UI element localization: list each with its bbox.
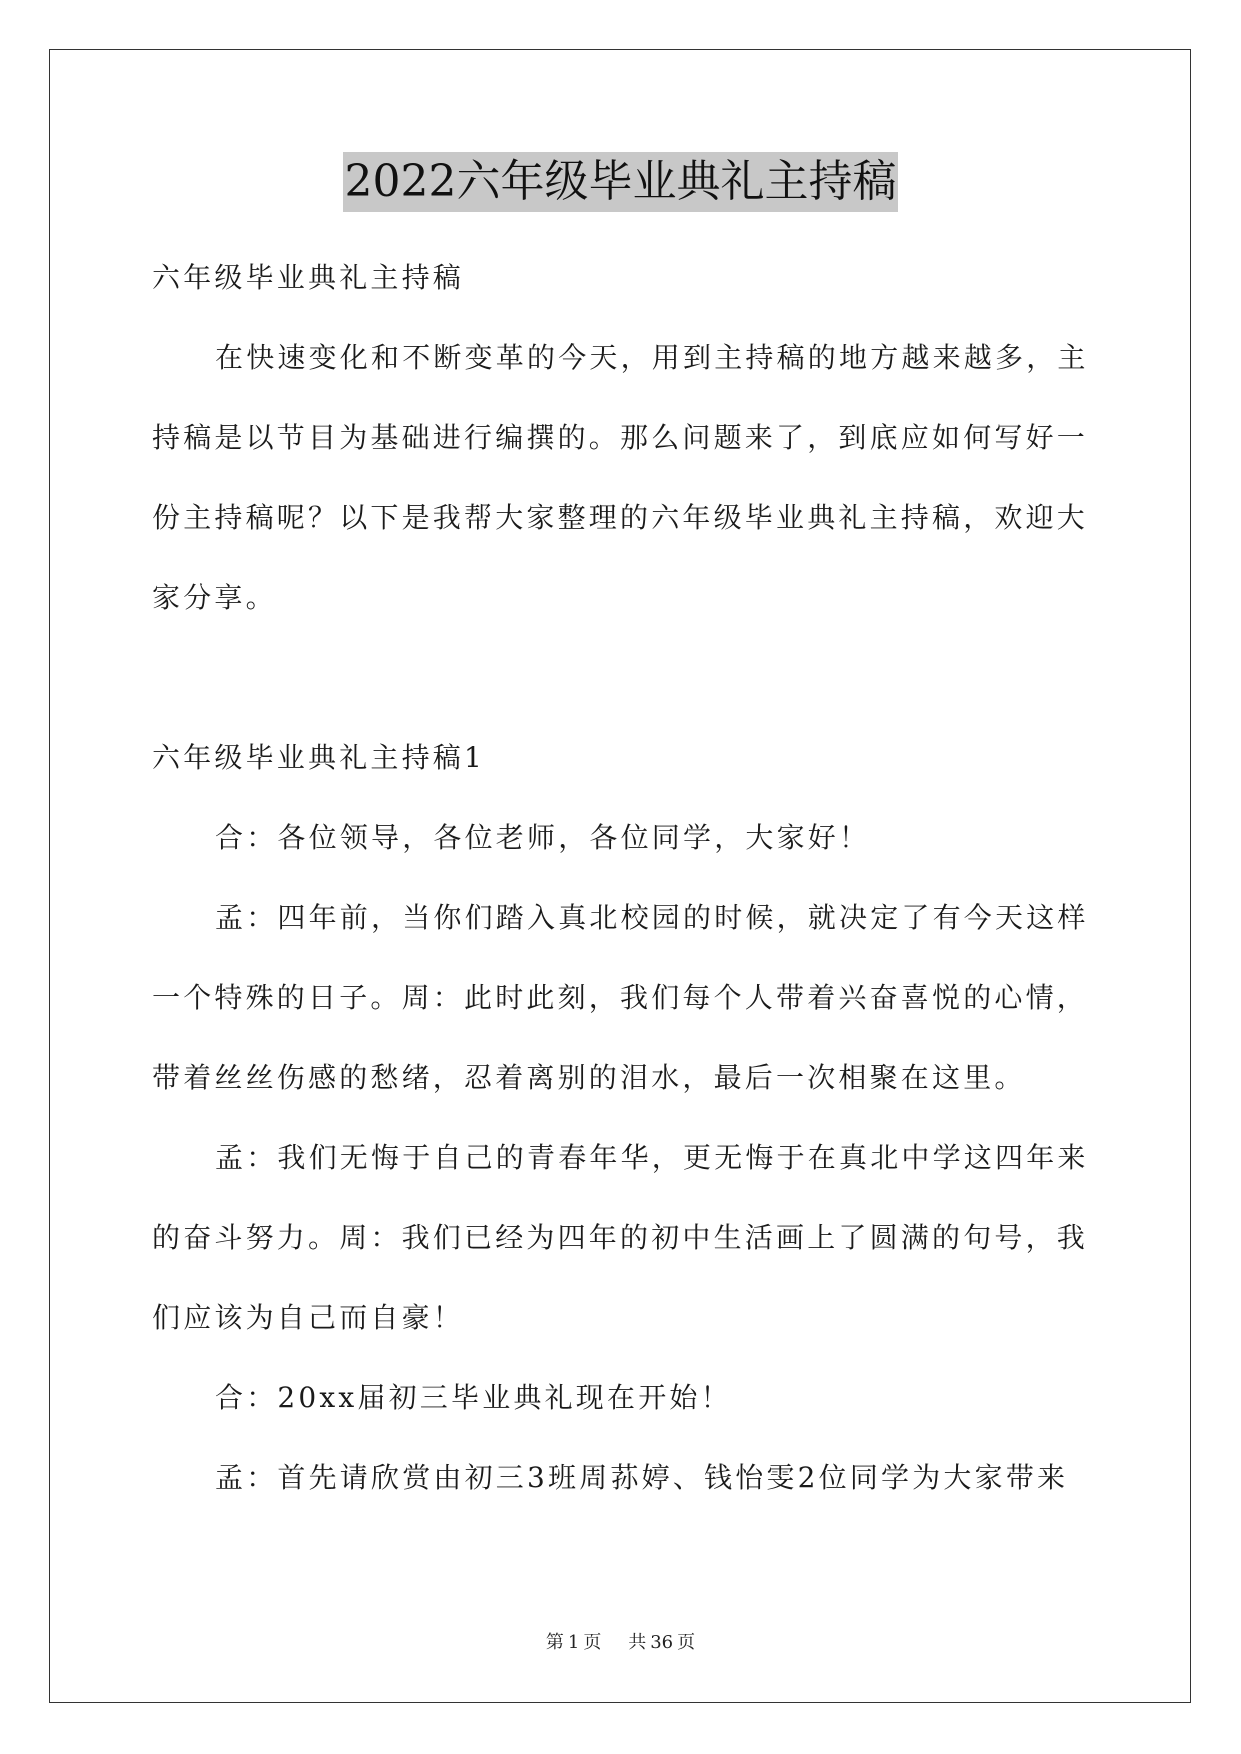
page-number: 1 <box>567 1632 580 1653</box>
intro-line: 在快速变化和不断变革的今天，用到主持稿的地方越来越多，主 <box>215 341 1089 374</box>
subtitle: 六年级毕业典礼主持稿 <box>152 261 465 294</box>
intro-line: 持稿是以节目为基础进行编撰的。那么问题来了，到底应如何写好一 <box>152 421 1089 454</box>
intro-line: 家分享。 <box>152 581 277 614</box>
title-container <box>0 152 1241 212</box>
document-body <box>152 238 1092 1518</box>
document-title: 2022六年级毕业典礼主持稿 <box>343 152 899 212</box>
body-line: 们应该为自己而自豪！ <box>152 1301 465 1334</box>
page-suffix: 页 <box>583 1632 602 1653</box>
total-suffix: 页 <box>677 1632 696 1653</box>
body-line: 孟：我们无悔于自己的青春年华，更无悔于在真北中学这四年来 <box>215 1141 1089 1174</box>
body-line: 合：20xx届初三毕业典礼现在开始！ <box>215 1381 732 1414</box>
body-line: 的奋斗努力。周：我们已经为四年的初中生活画上了圆满的句号，我 <box>152 1221 1089 1254</box>
body-line: 一个特殊的日子。周：此时此刻，我们每个人带着兴奋喜悦的心情， <box>152 981 1089 1014</box>
page-prefix: 第 <box>545 1632 564 1653</box>
total-prefix: 共 <box>628 1632 647 1653</box>
body-line: 合：各位领导，各位老师，各位同学，大家好！ <box>215 821 871 854</box>
paragraph-gap <box>152 638 1092 718</box>
page-footer <box>0 1628 1241 1654</box>
body-line: 孟：四年前，当你们踏入真北校园的时候，就决定了有今天这样 <box>215 901 1089 934</box>
section-heading: 六年级毕业典礼主持稿1 <box>152 741 486 774</box>
intro-line: 份主持稿呢？以下是我帮大家整理的六年级毕业典礼主持稿，欢迎大 <box>152 501 1089 534</box>
total-pages: 36 <box>650 1632 674 1653</box>
body-line: 带着丝丝伤感的愁绪，忍着离别的泪水，最后一次相聚在这里。 <box>152 1061 1026 1094</box>
body-line: 孟：首先请欣赏由初三3班周荪婷、钱怡雯2位同学为大家带来 <box>215 1461 1069 1494</box>
